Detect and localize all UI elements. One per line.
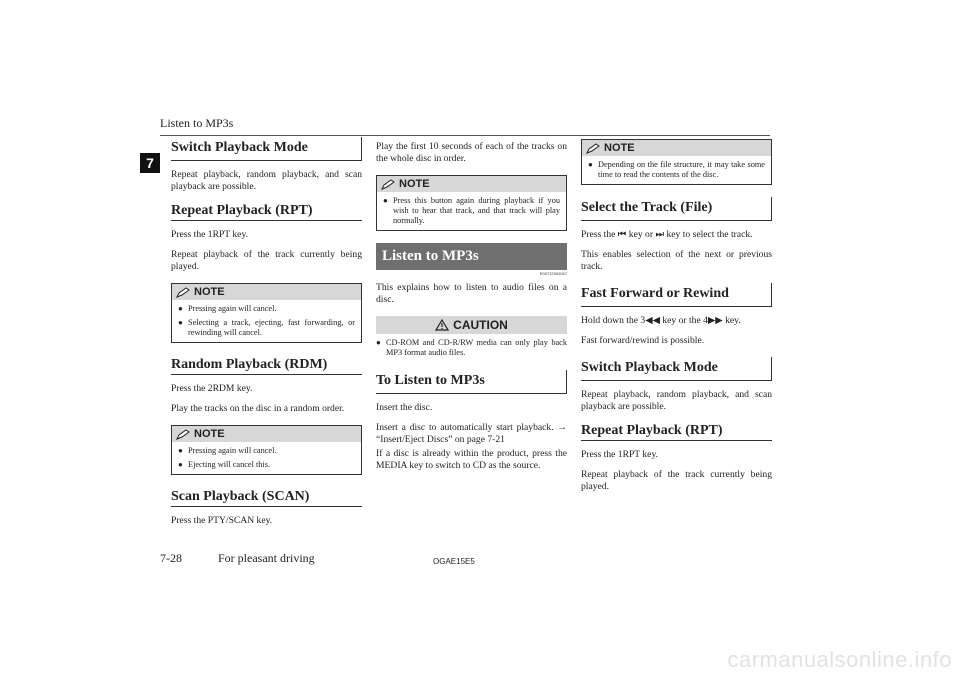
pencil-icon — [176, 287, 190, 298]
list-item — [588, 160, 765, 180]
list-item-text: Ejecting will cancel this. — [188, 460, 271, 469]
warning-icon — [435, 319, 449, 331]
bullet-icon: ● — [376, 338, 381, 347]
note-header — [377, 176, 566, 192]
heading-fast-forward: Fast Forward or Rewind — [581, 283, 772, 307]
bullet-icon: ● — [588, 160, 593, 169]
note-title: NOTE — [399, 178, 430, 190]
heading-switch-playback-mode: Switch Playback Mode — [171, 137, 362, 161]
heading-switch-playback-mode: Switch Playback Mode — [581, 357, 772, 381]
note-box — [376, 175, 567, 231]
note-box — [171, 283, 362, 343]
footer-code: OGAE15E5 — [433, 557, 475, 566]
bullet-icon: ● — [178, 460, 183, 469]
section-banner: Listen to MP3s — [376, 243, 567, 270]
bullet-icon: ● — [178, 304, 183, 313]
note-box — [581, 139, 772, 185]
watermark: carmanualsonline.info — [727, 647, 952, 672]
column-1 — [171, 137, 362, 527]
note-title: NOTE — [194, 428, 225, 440]
page-number: 7-28 — [160, 551, 182, 565]
note-header — [172, 284, 361, 300]
bullet-icon: ● — [178, 446, 183, 455]
bullet-icon: ● — [383, 196, 388, 205]
note-header — [172, 426, 361, 442]
bullet-icon: ● — [178, 318, 183, 327]
list-item-text: Depending on the file structure, it may take some time to read the contents of the disc. — [598, 160, 765, 179]
paragraph: Repeat playback, random playback, and scan playback are possible. — [171, 169, 362, 192]
paragraph: Press the 1RPT key. — [171, 229, 249, 240]
paragraph: Play the tracks on the disc in a random order. — [171, 403, 345, 414]
paragraph: If a disc is already within the product, press the MEDIA key to switch to CD as the source. — [376, 448, 567, 471]
paragraph: Fast forward/rewind is possible. — [581, 335, 705, 346]
pencil-icon — [176, 429, 190, 440]
chapter-tab: 7 — [140, 153, 160, 173]
note-box — [171, 425, 362, 475]
note-title: NOTE — [604, 142, 635, 154]
paragraph: Play the first 10 seconds of each of the tracks on the whole disc in order. — [376, 141, 567, 164]
running-head: Listen to MP3s — [160, 116, 234, 130]
footer-title: For pleasant driving — [218, 551, 315, 565]
list-item-text: Press this button again during playback if you wish to hear that track, and that track will play normally. — [393, 196, 560, 225]
heading-random-playback: Random Playback (RDM) — [171, 357, 362, 375]
pencil-icon — [381, 179, 395, 190]
paragraph: Insert the disc. — [376, 402, 433, 413]
caution-title: CAUTION — [453, 318, 508, 332]
list-item — [178, 446, 355, 456]
note-title: NOTE — [194, 286, 225, 298]
paragraph: Press the PTY/SCAN key. — [171, 515, 273, 526]
paragraph: Repeat playback, random playback, and scan playback are possible. — [581, 389, 772, 412]
pencil-icon — [586, 143, 600, 154]
paragraph: This explains how to listen to audio files on a disc. — [376, 282, 567, 305]
paragraph: Insert a disc to automatically start playback. → “Insert/Eject Discs” on page 7-21 — [376, 422, 567, 445]
paragraph: Repeat playback of the track currently being played. — [171, 249, 362, 272]
caution-header — [376, 316, 567, 334]
column-3 — [581, 137, 772, 493]
paragraph: This enables selection of the next or previous track. — [581, 249, 772, 272]
caution-box — [376, 316, 567, 358]
paragraph: Repeat playback of the track currently being played. — [581, 469, 772, 492]
paragraph: Hold down the 3◀◀ key or the 4▶▶ key. — [581, 315, 741, 326]
list-item — [376, 338, 567, 358]
heading-to-listen-to-mp3s: To Listen to MP3s — [376, 370, 567, 394]
heading-scan-playback: Scan Playback (SCAN) — [171, 489, 362, 507]
header-rule — [160, 135, 770, 136]
list-item — [178, 460, 355, 470]
list-item-text: CD-ROM and CD-R/RW media can only play back MP3 format audio files. — [386, 338, 567, 357]
list-item — [178, 318, 355, 338]
column-2 — [376, 137, 567, 472]
paragraph: Press the 1RPT key. — [581, 449, 659, 460]
paragraph: Press the ⏮ key or ⏭ key to select the track. — [581, 229, 753, 240]
list-item-text: Pressing again will cancel. — [188, 446, 277, 455]
heading-select-track: Select the Track (File) — [581, 197, 772, 221]
paragraph: Press the 2RDM key. — [171, 383, 253, 394]
list-item — [178, 304, 355, 314]
section-code: E00737900047 — [539, 271, 567, 276]
list-item — [383, 196, 560, 226]
list-item-text: Pressing again will cancel. — [188, 304, 277, 313]
heading-repeat-playback: Repeat Playback (RPT) — [581, 423, 772, 441]
list-item-text: Selecting a track, ejecting, fast forwarding, or rewinding will cancel. — [188, 318, 355, 337]
heading-repeat-playback: Repeat Playback (RPT) — [171, 203, 362, 221]
note-header — [582, 140, 771, 156]
